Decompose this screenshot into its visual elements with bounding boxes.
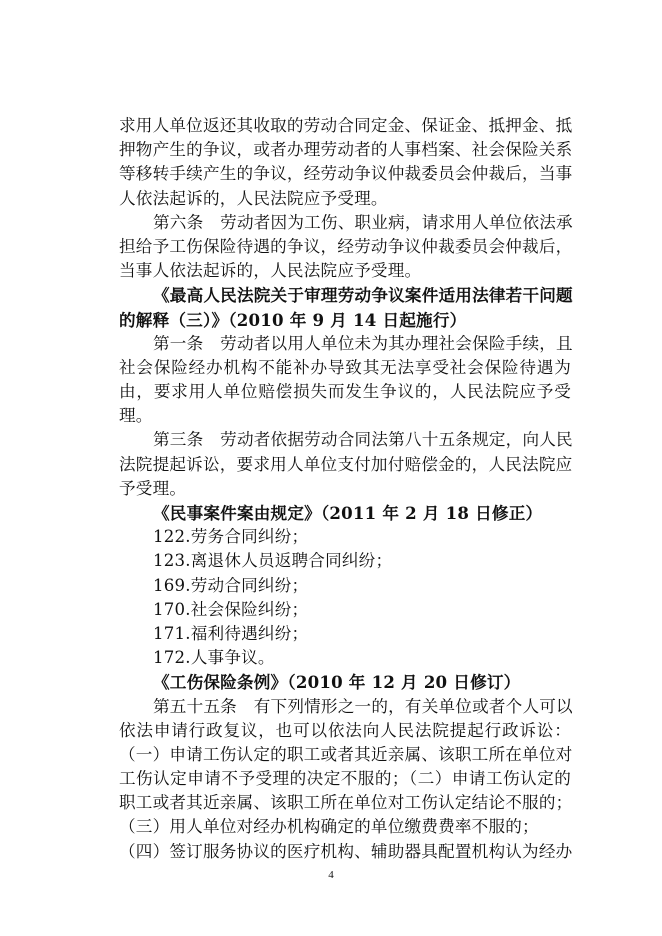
- text-line: 予受理。: [119, 478, 187, 498]
- text-line: （四）签订服务协议的医疗机构、辅助器具配置机构认为经办: [119, 841, 573, 861]
- text-line: 求用人单位返还其收取的劳动合同定金、保证金、抵押金、抵: [119, 116, 573, 135]
- text-line: （三）用人单位对经办机构确定的单位缴费费率不服的；: [119, 817, 539, 837]
- section-heading-line: 《民事案件案由规定》（2011 年 2 月 18 日修正）: [153, 503, 543, 523]
- text-line: 第五十五条 有下列情形之一的，有关单位或者个人可以: [153, 696, 573, 716]
- text-line: 123.离退休人员返聘合同纠纷；: [153, 551, 393, 571]
- text-line: 由，要求用人单位赔偿损失而发生争议的，人民法院应予受: [119, 382, 571, 402]
- section-heading-line: 《最高人民法院关于审理劳动争议案件适用法律若干问题: [153, 285, 573, 306]
- text-line: （一）申请工伤认定的职工或者其近亲属、该职工所在单位对: [119, 744, 573, 764]
- text-line: 170.社会保险纠纷；: [153, 599, 309, 619]
- text-line: 等移转手续产生的争议，经劳动争议仲裁委员会仲裁后，当事: [119, 164, 573, 184]
- text-line: 第六条 劳动者因为工伤、职业病，请求用人单位依法承: [153, 212, 573, 232]
- text-line: 171.福利待遇纠纷；: [153, 623, 309, 643]
- text-line: 职工或者其近亲属、该职工所在单位对工伤认定结论不服的；: [119, 793, 573, 813]
- text-line: 第一条 劳动者以用人单位未为其办理社会保险手续，且: [153, 333, 573, 353]
- text-line: 依法申请行政复议，也可以依法向人民法院提起行政诉讼：: [119, 720, 571, 740]
- text-line: 122.劳务合同纠纷；: [153, 527, 309, 547]
- page-number: 4: [328, 869, 334, 881]
- text-line: 172.人事争议。: [153, 648, 275, 668]
- text-line: 法院提起诉讼，要求用人单位支付加付赔偿金的，人民法院应: [119, 454, 573, 474]
- text-line: 担给予工伤保险待遇的争议，经劳动争议仲裁委员会仲裁后，: [119, 236, 573, 256]
- section-heading-line: 《工伤保险条例》（2010 年 12 月 20 日修订）: [153, 672, 521, 693]
- section-heading-line: 的解释（三）》（2010 年 9 月 14 日起施行）: [119, 309, 467, 330]
- document-body: [119, 114, 571, 864]
- text-line: 社会保险经办机构不能补办导致其无法享受社会保险待遇为: [119, 357, 571, 377]
- text-line: 当事人依法起诉的，人民法院应予受理。: [119, 261, 422, 281]
- text-line: 押物产生的争议，或者办理劳动者的人事档案、社会保险关系: [119, 140, 573, 160]
- text-line: 工伤认定申请不予受理的决定不服的；（二）申请工伤认定的: [119, 769, 571, 789]
- text-line: 人依法起诉的，人民法院应予受理。: [119, 188, 388, 208]
- text-line: 第三条 劳动者依据劳动合同法第八十五条规定，向人民: [153, 430, 573, 450]
- text-line: 理。: [119, 406, 153, 426]
- text-line: 169.劳动合同纠纷；: [153, 575, 309, 595]
